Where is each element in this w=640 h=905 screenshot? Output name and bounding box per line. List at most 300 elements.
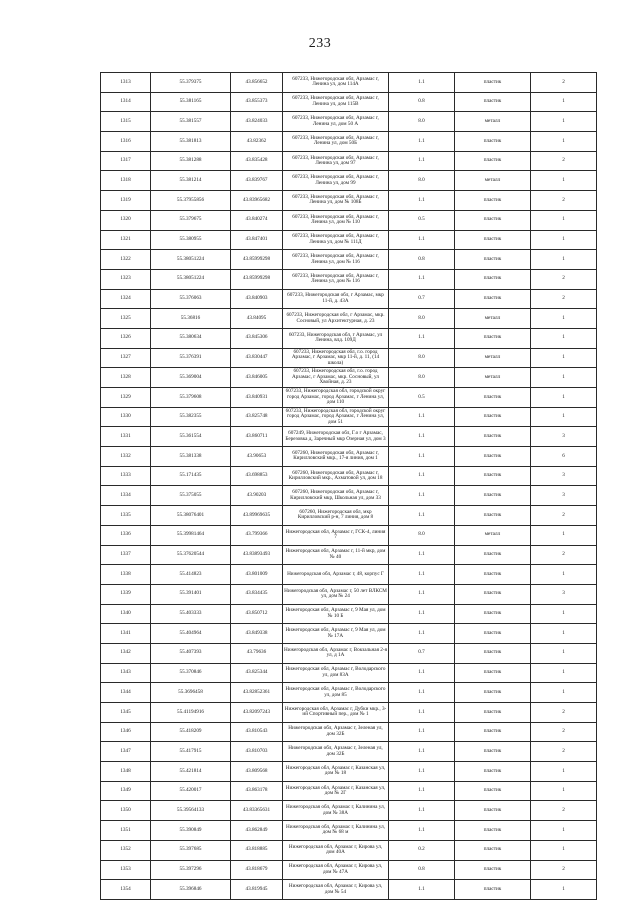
cell-material: пластик	[455, 466, 531, 486]
cell-address: 607233, Нижегородская обл, Арзамас г, Ленина ул, дом № 110	[283, 210, 389, 230]
page-number: 233	[308, 36, 332, 51]
cell-longitude: 43.860711	[231, 427, 283, 447]
cell-volume: 1.1	[389, 742, 455, 762]
cell-longitude: 43.850712	[231, 604, 283, 624]
cell-number: 1314	[101, 92, 151, 112]
cell-count: 1	[531, 762, 597, 782]
cell-volume: 1.1	[389, 466, 455, 486]
cell-number: 1325	[101, 309, 151, 329]
cell-latitude: 55.381214	[151, 171, 231, 191]
cell-address: 607233, Нижегородская обл, городской округ город Арзамас, город Арзамас, г Ленина ул, дом 110	[283, 388, 389, 408]
cell-count: 1	[531, 643, 597, 663]
table-row	[101, 328, 597, 348]
cell-count: 2	[531, 545, 597, 565]
cell-material: пластик	[455, 663, 531, 683]
cell-volume: 1.1	[389, 230, 455, 250]
cell-volume: 1.1	[389, 328, 455, 348]
table-row	[101, 860, 597, 880]
cell-material: пластик	[455, 880, 531, 900]
cell-address: 607249, Нижегородская обл, Г.о г Арзамас, Березовка д, Заречный мкр Озерная ул, дом 3	[283, 427, 389, 447]
cell-volume: 1.1	[389, 407, 455, 427]
cell-longitude: 43.809568	[231, 762, 283, 782]
cell-material: пластик	[455, 545, 531, 565]
cell-number: 1313	[101, 73, 151, 93]
table-row	[101, 427, 597, 447]
cell-volume: 0.2	[389, 840, 455, 860]
cell-material: пластик	[455, 73, 531, 93]
cell-material: пластик	[455, 742, 531, 762]
cell-longitude: 43.82097243	[231, 703, 283, 723]
table-row	[101, 880, 597, 900]
cell-address: Нижегородская обл, Арзамас г, 9 Мая ул, дом № 10 Б	[283, 604, 389, 624]
cell-address: Нижегородская обл, Арзамас г, Кирова ул, дом № 47А	[283, 860, 389, 880]
cell-longitude: 43.83365631	[231, 801, 283, 821]
cell-latitude: 55.391401	[151, 584, 231, 604]
cell-volume: 8.0	[389, 525, 455, 545]
cell-latitude: 55.381288	[151, 151, 231, 171]
cell-latitude: 55.418209	[151, 722, 231, 742]
cell-count: 1	[531, 230, 597, 250]
cell-material: пластик	[455, 683, 531, 703]
cell-latitude: 55.379375	[151, 73, 231, 93]
cell-material: пластик	[455, 230, 531, 250]
cell-number: 1344	[101, 683, 151, 703]
cell-count: 2	[531, 506, 597, 526]
cell-count: 1	[531, 781, 597, 801]
cell-material: пластик	[455, 447, 531, 467]
cell-number: 1336	[101, 525, 151, 545]
cell-latitude: 55.397296	[151, 860, 231, 880]
cell-address: Нижегородская обл, Арзамас г, Кирова ул, дом 40А	[283, 840, 389, 860]
cell-latitude: 55.397685	[151, 840, 231, 860]
cell-longitude: 43.856652	[231, 73, 283, 93]
cell-latitude: 55.38076401	[151, 506, 231, 526]
cell-latitude: 55.380634	[151, 328, 231, 348]
table-row	[101, 132, 597, 152]
cell-count: 1	[531, 407, 597, 427]
cell-material: металл	[455, 368, 531, 388]
cell-address: Нижегородская обл, Арзамас г, Дубки мкр., 3-ий Спортивный пер., дом № 1	[283, 703, 389, 723]
cell-longitude: 43.818885	[231, 840, 283, 860]
table-row	[101, 781, 597, 801]
cell-latitude: 55.37955856	[151, 191, 231, 211]
cell-material: пластик	[455, 269, 531, 289]
cell-latitude: 55.38051224	[151, 250, 231, 270]
cell-latitude: 55.407393	[151, 643, 231, 663]
cell-volume: 0.5	[389, 388, 455, 408]
cell-count: 2	[531, 860, 597, 880]
cell-material: пластик	[455, 388, 531, 408]
cell-latitude: 55.3696458	[151, 683, 231, 703]
table-row	[101, 703, 597, 723]
cell-material: металл	[455, 525, 531, 545]
table-row	[101, 230, 597, 250]
cell-count: 1	[531, 132, 597, 152]
cell-longitude: 43.839767	[231, 171, 283, 191]
table-row	[101, 762, 597, 782]
cell-address: 607233, Нижегородская обл, Арзамас г, Ленина ул, дом № 116	[283, 269, 389, 289]
cell-volume: 1.1	[389, 545, 455, 565]
cell-number: 1342	[101, 643, 151, 663]
cell-longitude: 43.79636	[231, 643, 283, 663]
cell-address: 607233, Нижегородская обл, г Арзамас, ул Ленина, влд. 109Д	[283, 328, 389, 348]
cell-volume: 8.0	[389, 309, 455, 329]
cell-count: 1	[531, 92, 597, 112]
cell-volume: 1.1	[389, 151, 455, 171]
cell-count: 1	[531, 388, 597, 408]
cell-material: пластик	[455, 328, 531, 348]
cell-number: 1333	[101, 466, 151, 486]
table-row	[101, 643, 597, 663]
cell-longitude: 43.847401	[231, 230, 283, 250]
cell-material: пластик	[455, 604, 531, 624]
cell-count: 3	[531, 584, 597, 604]
cell-address: Нижегородская обл, Арзамас г, Казанская ул, дом № 18	[283, 762, 389, 782]
table-row	[101, 407, 597, 427]
cell-volume: 8.0	[389, 348, 455, 368]
cell-latitude: 55.171435	[151, 466, 231, 486]
cell-count: 2	[531, 73, 597, 93]
cell-count: 1	[531, 624, 597, 644]
cell-count: 1	[531, 171, 597, 191]
cell-count: 2	[531, 742, 597, 762]
cell-material: пластик	[455, 250, 531, 270]
cell-number: 1327	[101, 348, 151, 368]
cell-number: 1350	[101, 801, 151, 821]
table-row	[101, 151, 597, 171]
cell-volume: 1.1	[389, 584, 455, 604]
cell-count: 1	[531, 309, 597, 329]
cell-material: пластик	[455, 407, 531, 427]
cell-count: 3	[531, 427, 597, 447]
cell-count: 1	[531, 821, 597, 841]
cell-count: 1	[531, 880, 597, 900]
cell-latitude: 55.379608	[151, 388, 231, 408]
cell-longitude: 43.819945	[231, 880, 283, 900]
table-row	[101, 683, 597, 703]
cell-longitude: 43.835428	[231, 151, 283, 171]
cell-volume: 0.8	[389, 860, 455, 880]
cell-address: 607233, Нижегородская обл, Арзамас г, Ленина ул, дом № 116	[283, 250, 389, 270]
cell-latitude: 55.376391	[151, 348, 231, 368]
table-row	[101, 565, 597, 585]
cell-volume: 1.1	[389, 821, 455, 841]
cell-volume: 1.1	[389, 801, 455, 821]
cell-count: 2	[531, 703, 597, 723]
cell-volume: 1.1	[389, 506, 455, 526]
cell-longitude: 43.855373	[231, 92, 283, 112]
cell-volume: 0.5	[389, 210, 455, 230]
cell-latitude: 55.381338	[151, 447, 231, 467]
cell-material: пластик	[455, 289, 531, 309]
cell-address: Нижегородская обл, Арзамас г, ГСК-4, линия 7	[283, 525, 389, 545]
cell-material: пластик	[455, 762, 531, 782]
table-row	[101, 584, 597, 604]
table-row	[101, 525, 597, 545]
cell-volume: 1.1	[389, 722, 455, 742]
cell-address: Нижегородская обл, Арзамас г, 50 лет ВЛКСМ ул, дом № 24	[283, 584, 389, 604]
cell-material: пластик	[455, 860, 531, 880]
cell-volume: 1.1	[389, 73, 455, 93]
cell-count: 3	[531, 486, 597, 506]
cell-number: 1340	[101, 604, 151, 624]
cell-volume: 1.1	[389, 191, 455, 211]
cell-volume: 1.1	[389, 781, 455, 801]
cell-latitude: 55.38051224	[151, 269, 231, 289]
cell-address: 607233, Нижегородская обл, Арзамас г, Ленина ул, дом 50 А	[283, 112, 389, 132]
cell-material: металл	[455, 171, 531, 191]
cell-address: Нижегородская обл, Арзамас г, Казанская ул, дом № 2Г	[283, 781, 389, 801]
cell-longitude: 43.834435	[231, 584, 283, 604]
cell-material: пластик	[455, 643, 531, 663]
cell-count: 1	[531, 525, 597, 545]
cell-material: пластик	[455, 624, 531, 644]
table-row	[101, 466, 597, 486]
cell-longitude: 43.825748	[231, 407, 283, 427]
cell-longitude: 43.85999298	[231, 250, 283, 270]
cell-number: 1341	[101, 624, 151, 644]
cell-volume: 8.0	[389, 368, 455, 388]
cell-volume: 1.1	[389, 880, 455, 900]
cell-volume: 1.1	[389, 624, 455, 644]
cell-material: пластик	[455, 801, 531, 821]
table-row	[101, 92, 597, 112]
cell-latitude: 55.39981464	[151, 525, 231, 545]
cell-longitude: 43.849338	[231, 624, 283, 644]
cell-latitude: 55.39564133	[151, 801, 231, 821]
cell-address: 607260, Нижегородская обл, Арзамас г, Кирилловский мкр, Школьная ул, дом 33	[283, 486, 389, 506]
cell-volume: 1.1	[389, 604, 455, 624]
cell-count: 2	[531, 801, 597, 821]
cell-longitude: 43.90653	[231, 447, 283, 467]
table-row	[101, 486, 597, 506]
cell-longitude: 43.825344	[231, 663, 283, 683]
table-row	[101, 821, 597, 841]
cell-address: Нижегородская обл, Арзамас г, Володарского ул, дом 83А	[283, 663, 389, 683]
cell-longitude: 43.840903	[231, 289, 283, 309]
cell-number: 1346	[101, 722, 151, 742]
cell-address: 607233, Нижегородская обл, Арзамас г, Ленина ул, дом № 108Б	[283, 191, 389, 211]
cell-material: пластик	[455, 565, 531, 585]
cell-count: 2	[531, 191, 597, 211]
cell-latitude: 55.404964	[151, 624, 231, 644]
cell-address: Нижегородская обл, Арзамас г, Кирова ул, дом № 54	[283, 880, 389, 900]
cell-latitude: 55.396846	[151, 880, 231, 900]
cell-latitude: 55.381813	[151, 132, 231, 152]
cell-number: 1328	[101, 368, 151, 388]
cell-material: пластик	[455, 722, 531, 742]
cell-latitude: 55.390849	[151, 821, 231, 841]
table-row	[101, 742, 597, 762]
cell-material: пластик	[455, 191, 531, 211]
cell-material: пластик	[455, 584, 531, 604]
cell-latitude: 55.41194916	[151, 703, 231, 723]
cell-number: 1332	[101, 447, 151, 467]
cell-latitude: 55.369004	[151, 368, 231, 388]
cell-latitude: 55.381557	[151, 112, 231, 132]
cell-volume: 1.1	[389, 132, 455, 152]
cell-longitude: 43.830447	[231, 348, 283, 368]
cell-address: 607233, Нижегородская обл, г Арзамас, мкр. Сосновый, ул Архитектурная, д. 23	[283, 309, 389, 329]
cell-number: 1352	[101, 840, 151, 860]
cell-volume: 1.1	[389, 683, 455, 703]
cell-longitude: 43.863178	[231, 781, 283, 801]
cell-address: 607233, Нижегородская обл, Арзамас г, Ленина ул, дом 115В	[283, 92, 389, 112]
cell-volume: 1.1	[389, 762, 455, 782]
table-row	[101, 604, 597, 624]
cell-material: металл	[455, 309, 531, 329]
cell-latitude: 55.375055	[151, 486, 231, 506]
cell-address: 607260, Нижегородская обл, Арзамас г, Кирилловский мкр., 17-я линия, дом 1	[283, 447, 389, 467]
cell-latitude: 55.403333	[151, 604, 231, 624]
cell-address: 607233, Нижегородская обл, Арзамас г, Ленина ул, дом 99	[283, 171, 389, 191]
cell-number: 1321	[101, 230, 151, 250]
cell-address: Нижегородская обл, Арзамас г, Калинина ул, дом № 68 м	[283, 821, 389, 841]
cell-longitude: 43.840931	[231, 388, 283, 408]
table-row	[101, 210, 597, 230]
cell-volume: 1.1	[389, 565, 455, 585]
cell-number: 1335	[101, 506, 151, 526]
cell-number: 1323	[101, 269, 151, 289]
cell-longitude: 43.84095	[231, 309, 283, 329]
cell-volume: 0.7	[389, 289, 455, 309]
cell-number: 1339	[101, 584, 151, 604]
cell-number: 1329	[101, 388, 151, 408]
cell-address: Нижегородская обл, Арзамас г, 9 Мая ул, дом № 17А	[283, 624, 389, 644]
cell-longitude: 43.810543	[231, 722, 283, 742]
cell-volume: 0.8	[389, 250, 455, 270]
cell-material: пластик	[455, 210, 531, 230]
cell-longitude: 43.90203	[231, 486, 283, 506]
register-table-frame	[100, 72, 596, 900]
cell-address: 607260, Нижегородская обл, Арзамас г, Кирилловский мкр., Ахматовой ул, дом 18	[283, 466, 389, 486]
cell-number: 1353	[101, 860, 151, 880]
cell-number: 1315	[101, 112, 151, 132]
table-row	[101, 368, 597, 388]
cell-material: пластик	[455, 92, 531, 112]
cell-latitude: 55.414823	[151, 565, 231, 585]
cell-volume: 1.1	[389, 663, 455, 683]
cell-material: пластик	[455, 781, 531, 801]
cell-longitude: 43.840274	[231, 210, 283, 230]
cell-count: 1	[531, 210, 597, 230]
cell-number: 1330	[101, 407, 151, 427]
cell-latitude: 55.36816	[151, 309, 231, 329]
table-row	[101, 722, 597, 742]
cell-number: 1349	[101, 781, 151, 801]
cell-count: 1	[531, 840, 597, 860]
cell-material: металл	[455, 348, 531, 368]
cell-material: пластик	[455, 427, 531, 447]
cell-longitude: 43.82852361	[231, 683, 283, 703]
register-table	[100, 72, 597, 900]
cell-count: 1	[531, 368, 597, 388]
cell-longitude: 43.846005	[231, 368, 283, 388]
table-row	[101, 801, 597, 821]
table-row	[101, 191, 597, 211]
cell-number: 1324	[101, 289, 151, 309]
cell-material: пластик	[455, 840, 531, 860]
cell-address: Нижегородская обл, Арзамас г, 48, корпус Г	[283, 565, 389, 585]
cell-address: 607233, Нижегородская обл, г.о. город Арзамас, г Арзамас, мкр. Сосновый, ул Хвойная, д. 23	[283, 368, 389, 388]
table-row	[101, 309, 597, 329]
cell-latitude: 55.421814	[151, 762, 231, 782]
cell-number: 1343	[101, 663, 151, 683]
table-row	[101, 388, 597, 408]
cell-number: 1348	[101, 762, 151, 782]
cell-count: 1	[531, 250, 597, 270]
cell-number: 1354	[101, 880, 151, 900]
cell-count: 1	[531, 683, 597, 703]
cell-address: 607233, Нижегородская обл, Арзамас г, Ленина ул, дом 50Б	[283, 132, 389, 152]
cell-longitude: 43.801009	[231, 565, 283, 585]
cell-number: 1337	[101, 545, 151, 565]
cell-material: пластик	[455, 506, 531, 526]
cell-number: 1319	[101, 191, 151, 211]
table-row	[101, 348, 597, 368]
cell-count: 2	[531, 151, 597, 171]
table-row	[101, 506, 597, 526]
cell-longitude: 43.698853	[231, 466, 283, 486]
cell-latitude: 55.376063	[151, 289, 231, 309]
cell-longitude: 43.810703	[231, 742, 283, 762]
cell-longitude: 43.83965682	[231, 191, 283, 211]
table-row	[101, 545, 597, 565]
cell-address: Нижегородская обл, Арзамас г, Зеленая ул, дом 32Б	[283, 722, 389, 742]
cell-volume: 1.1	[389, 447, 455, 467]
cell-volume: 1.1	[389, 703, 455, 723]
cell-volume: 1.1	[389, 269, 455, 289]
cell-number: 1318	[101, 171, 151, 191]
cell-address: Нижегородская обл, Арзамас г, Володарского ул, дом 85	[283, 683, 389, 703]
cell-longitude: 43.89969635	[231, 506, 283, 526]
cell-number: 1320	[101, 210, 151, 230]
cell-longitude: 43.82362	[231, 132, 283, 152]
cell-address: Нижегородская обл, Арзамас г, Вокзальная 2-я ул, д 1А	[283, 643, 389, 663]
cell-number: 1331	[101, 427, 151, 447]
table-row	[101, 663, 597, 683]
register-rows	[101, 73, 597, 900]
cell-count: 1	[531, 604, 597, 624]
cell-address: Нижегородская обл, Арзамас г, Калинина ул, дом № 38А	[283, 801, 389, 821]
table-row	[101, 289, 597, 309]
cell-material: пластик	[455, 821, 531, 841]
cell-count: 1	[531, 348, 597, 368]
cell-material: пластик	[455, 703, 531, 723]
cell-volume: 8.0	[389, 112, 455, 132]
cell-number: 1317	[101, 151, 151, 171]
cell-count: 2	[531, 722, 597, 742]
cell-latitude: 55.361554	[151, 427, 231, 447]
cell-longitude: 43.85999298	[231, 269, 283, 289]
cell-latitude: 55.380955	[151, 230, 231, 250]
table-row	[101, 840, 597, 860]
cell-address: 607233, Нижегородская обл, городской округ город Арзамас, город Арзамас, г Ленина ул, дом 51	[283, 407, 389, 427]
cell-number: 1345	[101, 703, 151, 723]
cell-address: 607233, Нижегородская обл, Арзамас г, Ленина ул, дом 97	[283, 151, 389, 171]
table-row	[101, 171, 597, 191]
cell-count: 2	[531, 289, 597, 309]
cell-count: 6	[531, 447, 597, 467]
table-row	[101, 269, 597, 289]
cell-volume: 1.1	[389, 427, 455, 447]
cell-address: Нижегородская обл, Арзамас г, Зеленая ул, дом 32Б	[283, 742, 389, 762]
cell-longitude: 43.845306	[231, 328, 283, 348]
cell-address: Нижегородская обл, Арзамас г, 11-й мкр, дом № 40	[283, 545, 389, 565]
cell-volume: 1.1	[389, 486, 455, 506]
table-row	[101, 447, 597, 467]
cell-latitude: 55.379675	[151, 210, 231, 230]
